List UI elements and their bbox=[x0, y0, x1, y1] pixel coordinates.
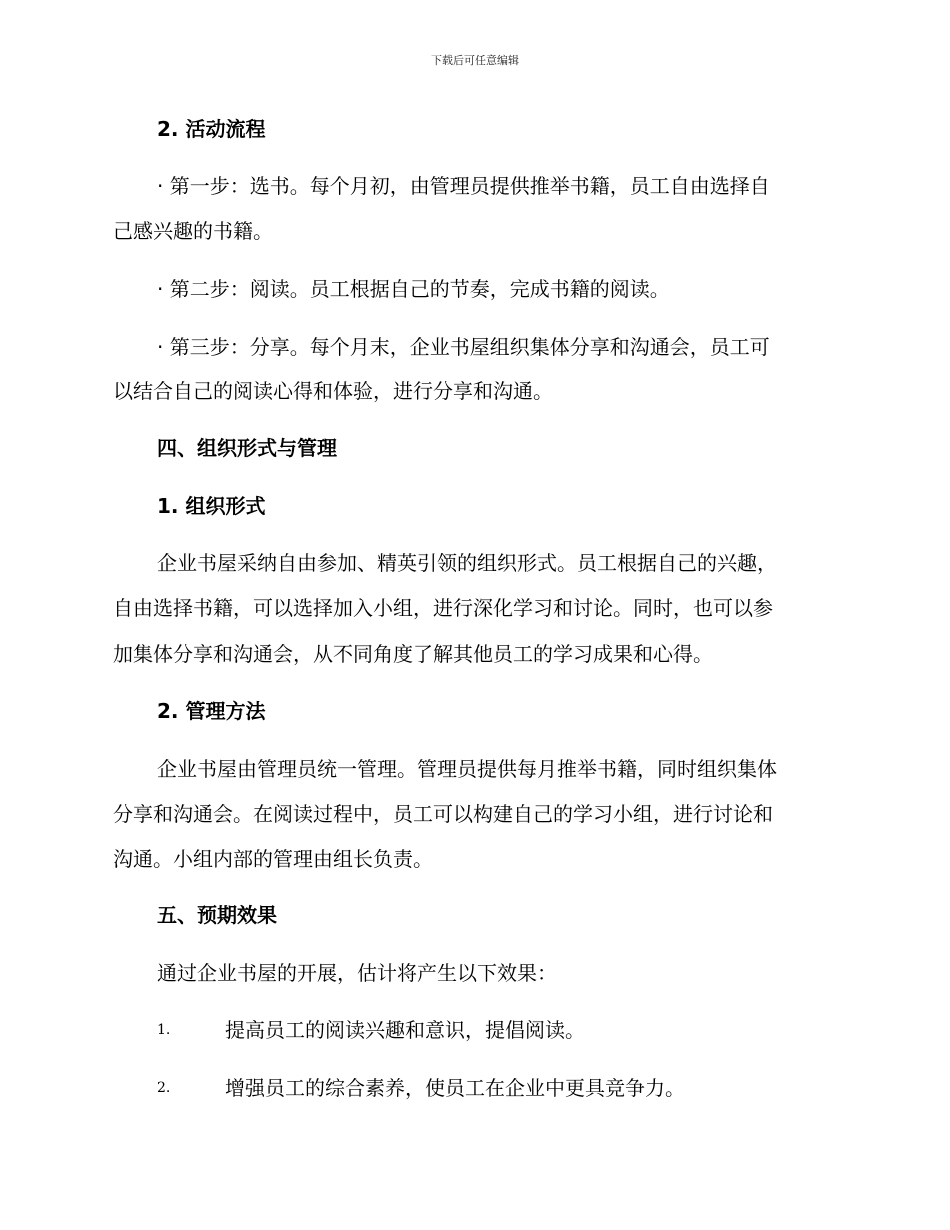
page-header: 下载后可任意编辑 bbox=[431, 54, 519, 67]
paragraph-mgmt-line3: 沟通。小组内部的管理由组长负责。 bbox=[113, 847, 433, 871]
paragraph-step1-line1: · 第一步：选书。每个月初，由管理员提供推举书籍，员工自由选择自 bbox=[157, 174, 770, 198]
paragraph-mgmt-line2: 分享和沟通会。在阅读过程中，员工可以构建自己的学习小组，进行讨论和 bbox=[113, 802, 773, 826]
list-item-text: 增强员工的综合素养，使员工在企业中更具竞争力。 bbox=[225, 1076, 685, 1100]
list-number: 1. bbox=[157, 1022, 171, 1038]
heading-expected-effects: 五、预期效果 bbox=[157, 903, 277, 927]
heading-organization: 四、组织形式与管理 bbox=[157, 436, 337, 460]
paragraph-step2-line1: · 第二步：阅读。员工根据自己的节奏，完成书籍的阅读。 bbox=[157, 277, 670, 301]
paragraph-step3-line2: 以结合自己的阅读心得和体验，进行分享和沟通。 bbox=[113, 379, 553, 403]
heading-management: 2. 管理方法 bbox=[157, 699, 266, 723]
paragraph-org-form-line2: 自由选择书籍，可以选择加入小组，进行深化学习和讨论。同时，也可以参 bbox=[113, 596, 773, 620]
heading-activity-process: 2. 活动流程 bbox=[157, 117, 266, 141]
paragraph-effects-intro: 通过企业书屋的开展，估计将产生以下效果： bbox=[157, 961, 557, 985]
list-number: 2. bbox=[157, 1080, 171, 1096]
list-item-text: 提高员工的阅读兴趣和意识，提倡阅读。 bbox=[225, 1018, 585, 1042]
paragraph-mgmt-line1: 企业书屋由管理员统一管理。管理员提供每月推举书籍，同时组织集体 bbox=[157, 757, 777, 781]
paragraph-org-form-line1: 企业书屋采纳自由参加、精英引领的组织形式。员工根据自己的兴趣， bbox=[157, 551, 777, 575]
paragraph-step1-line2: 己感兴趣的书籍。 bbox=[113, 219, 273, 243]
heading-organization-form: 1. 组织形式 bbox=[157, 494, 266, 518]
paragraph-org-form-line3: 加集体分享和沟通会，从不同角度了解其他员工的学习成果和心得。 bbox=[113, 642, 713, 666]
paragraph-step3-line1: · 第三步：分享。每个月末，企业书屋组织集体分享和沟通会，员工可 bbox=[157, 335, 770, 359]
